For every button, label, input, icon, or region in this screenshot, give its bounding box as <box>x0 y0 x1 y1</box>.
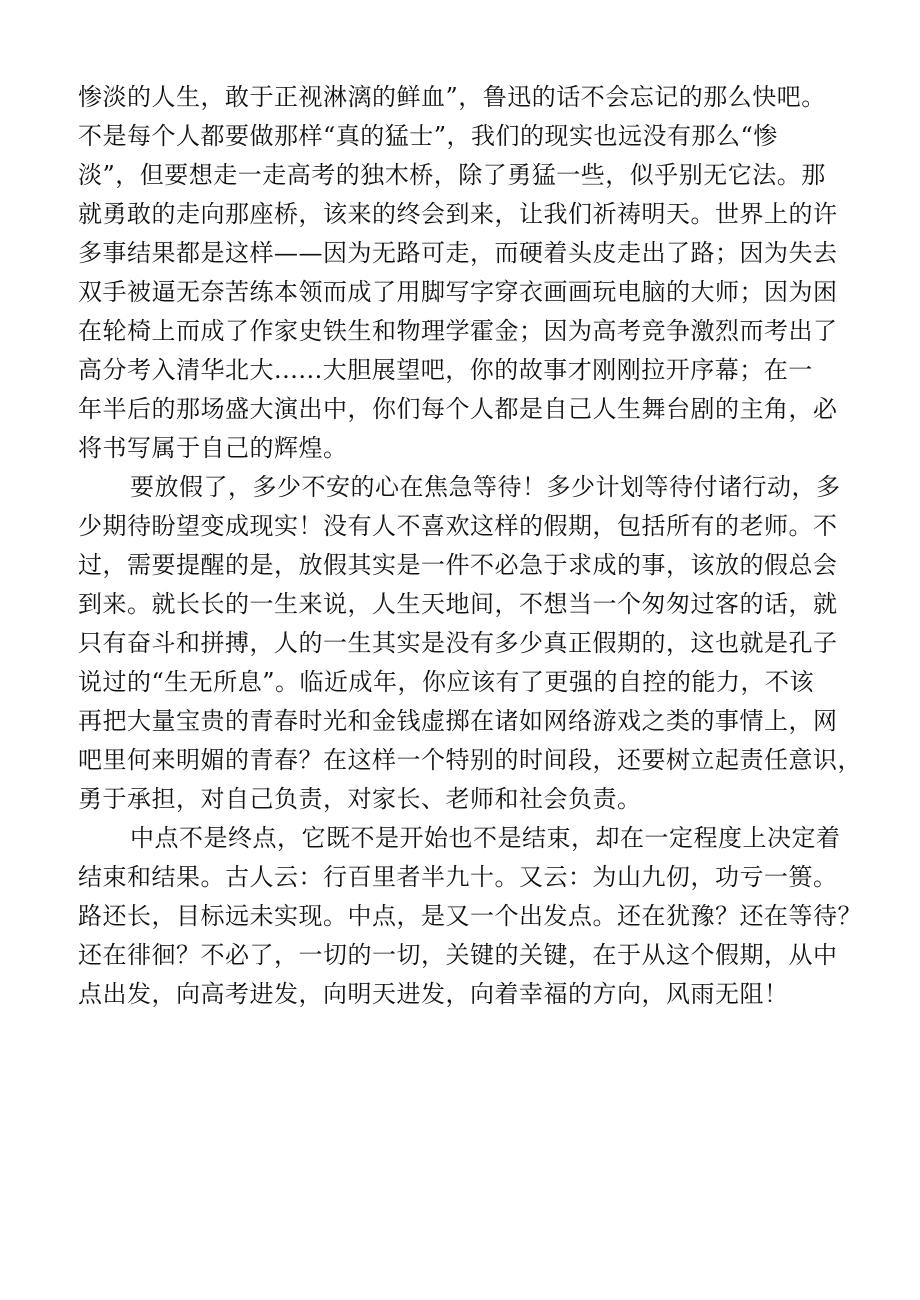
text-line: 路还长，目标远未实现。中点，是又一个出发点。还在犹豫？还在等待？ <box>78 902 862 930</box>
text-line: 淡”，但要想走一走高考的独木桥，除了勇猛一些，似乎别无它法。那 <box>78 161 826 189</box>
text-line: 还在徘徊？不必了，一切的一切，关键的关键，在于从这个假期，从中 <box>78 941 838 969</box>
paragraph-2 <box>78 468 862 819</box>
text-line: 多事结果都是这样——因为无路可走，而硬着头皮走出了路；因为失去 <box>78 239 838 267</box>
text-line: 中点不是终点，它既不是开始也不是结束，却在一定程度上决定着 <box>130 824 841 852</box>
text-line: 双手被逼无奈苦练本领而成了用脚写字穿衣画画玩电脑的大师；因为困 <box>78 278 838 306</box>
text-line: 将书写属于自己的辉煌。 <box>78 434 348 462</box>
text-line: 在轮椅上而成了作家史铁生和物理学霍金；因为高考竞争激烈而考出了 <box>78 317 838 345</box>
text-line: 少期待盼望变成现实！没有人不喜欢这样的假期，包括所有的老师。不 <box>78 512 838 540</box>
text-line: 只有奋斗和拼搏，人的一生其实是没有多少真正假期的，这也就是孔子 <box>78 629 838 657</box>
text-line: 说过的“生无所息”。临近成年，你应该有了更强的自控的能力，不该 <box>78 668 815 696</box>
text-line: 点出发，向高考进发，向明天进发，向着幸福的方向，风雨无阻！ <box>78 980 789 1008</box>
paragraph-3 <box>78 819 862 1014</box>
text-line: 勇于承担，对自己负责，对家长、老师和社会负责。 <box>78 785 642 813</box>
text-line: 要放假了，多少不安的心在焦急等待！多少计划等待付诸行动，多 <box>130 473 841 501</box>
text-line: 到来。就长长的一生来说，人生天地间，不想当一个匆匆过客的话，就 <box>78 590 838 618</box>
paragraph-1 <box>78 78 848 468</box>
text-line: 不是每个人都要做那样“真的猛士”，我们的现实也远没有那么“惨 <box>78 122 778 150</box>
text-line: 高分考入清华北大......大胆展望吧，你的故事才刚刚拉开序幕；在一 <box>78 356 813 384</box>
text-line: 结束和结果。古人云：行百里者半九十。又云：为山九仞，功亏一篑。 <box>78 863 838 891</box>
text-line: 惨淡的人生，敢于正视淋漓的鲜血”，鲁迅的话不会忘记的那么快吧。 <box>78 83 826 111</box>
text-line: 就勇敢的走向那座桥，该来的终会到来，让我们祈祷明天。世界上的许 <box>78 200 838 228</box>
text-line: 年半后的那场盛大演出中，你们每个人都是自己人生舞台剧的主角，必 <box>78 395 838 423</box>
text-line: 再把大量宝贵的青春时光和金钱虚掷在诸如网络游戏之类的事情上，网 <box>78 707 838 735</box>
text-line: 过，需要提醒的是，放假其实是一件不必急于求成的事，该放的假总会 <box>78 551 838 579</box>
document-body <box>78 78 862 1014</box>
text-line: 吧里何来明媚的青春？在这样一个特别的时间段，还要树立起责任意识， <box>78 746 862 774</box>
